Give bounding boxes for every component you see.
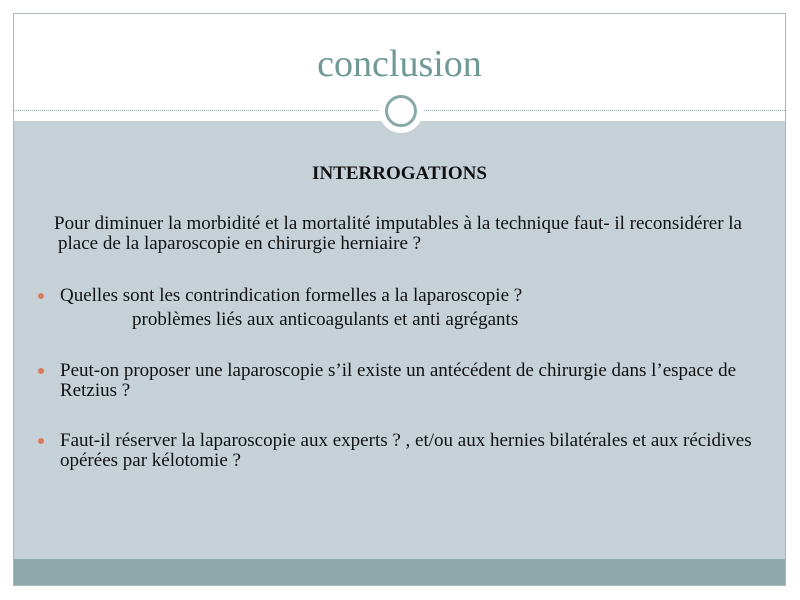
bullet-subtext-1: problèmes liés aux anticoagulants et anti agrégants: [132, 309, 519, 330]
bullet-text-3: Faut-il réserver la laparoscopie aux experts ? , et/ou aux hernies bilatérales et aux récidives opérées par kélotomie ?: [60, 430, 752, 471]
content-panel: [14, 121, 785, 559]
bullet-text-2: Peut-on proposer une laparoscopie s’il existe un antécédent de chirurgie dans l’espace de Retzius ?: [60, 360, 737, 401]
intro-paragraph: Pour diminuer la morbidité et la mortalité imputables à la technique faut- il reconsidérer la place de la laparoscopie en chirurgie herniaire ?: [54, 213, 742, 254]
bullet-item-1: [60, 286, 780, 330]
slide-title: conclusion: [317, 43, 482, 85]
bullet-dot-icon: [38, 368, 44, 374]
bullet-item-2: [60, 361, 780, 401]
circle-ornament-icon: [379, 89, 423, 133]
circle-ring: [385, 95, 417, 127]
section-heading: INTERROGATIONS: [312, 163, 487, 184]
footer-bar: [14, 559, 785, 586]
bullet-dot-icon: [38, 438, 44, 444]
bullet-dot-icon: [38, 293, 44, 299]
slide: [13, 13, 786, 586]
bullet-item-3: [60, 431, 780, 471]
bullet-text-1: Quelles sont les contrindication formelles a la laparoscopie ?: [60, 285, 523, 306]
